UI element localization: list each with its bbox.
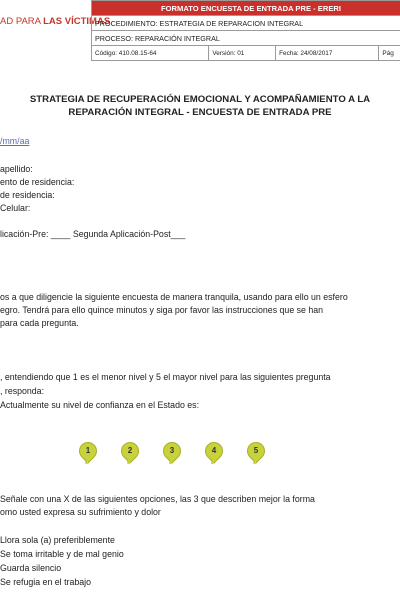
question-2-line-2: omo usted expresa su sufrimiento y dolor: [0, 507, 161, 517]
scale-dot: [253, 461, 256, 464]
instructions-line-2: egro. Tendrá para ello quince minutos y siga por favor las instrucciones que se han: [0, 305, 324, 315]
field-phone: Celular:: [0, 203, 31, 213]
date-field[interactable]: [0, 136, 29, 146]
scale-label-3: 3: [169, 446, 175, 455]
option-silence[interactable]: Guarda silencio: [0, 563, 62, 573]
scale-dot: [85, 461, 88, 464]
scale-intro-line-1: , entendiendo que 1 es el menor nivel y 5 el mayor nivel para las siguientes pregunta: [0, 372, 331, 382]
scale-label-1: 1: [85, 446, 91, 455]
scale-option-3[interactable]: [159, 438, 184, 463]
code-cell: Código: 410.08.15-64: [92, 46, 209, 61]
scale-label-4: 4: [211, 446, 217, 455]
scale-dot: [211, 461, 214, 464]
option-work-refuge[interactable]: Se refugia en el trabajo: [0, 577, 91, 587]
question-2-line-1: Señale con una X de las siguientes opciones, las 3 que describen mejor la forma: [0, 494, 315, 504]
logo-bold-text: LAS VÍCTIMAS: [43, 16, 111, 27]
document-header-table: [91, 0, 400, 61]
date-year: aa: [19, 136, 30, 146]
scale-label-5: 5: [253, 446, 259, 455]
field-department: ento de residencia:: [0, 177, 75, 187]
scale-dot: [169, 461, 172, 464]
scale-intro-line-2: , responda:: [0, 386, 45, 396]
scale-dot: [127, 461, 130, 464]
field-municipality: de residencia:: [0, 190, 55, 200]
scale-label-2: 2: [127, 446, 133, 455]
date-sep: /: [17, 136, 20, 146]
scale-option-1[interactable]: [75, 438, 100, 463]
procedure-label: PROCEDIMIENTO: ESTRATEGIA DE REPARACION INTEGRAL: [92, 16, 400, 31]
date-day-sep: /: [0, 136, 3, 146]
instructions-line-3: para cada pregunta.: [0, 318, 79, 328]
instructions-line-1: os a que diligencie la siguiente encuesta de manera tranquila, usando para ello un esfero: [0, 292, 348, 302]
application-line: licación-Pre: ____ Segunda Aplicación-Post___: [0, 229, 186, 239]
date-month: mm: [2, 136, 18, 146]
question-1: Actualmente su nivel de confianza en el Estado es:: [0, 400, 200, 410]
process-label: PROCESO: REPARACIÓN INTEGRAL: [92, 31, 400, 46]
rating-scale: [75, 442, 275, 464]
scale-option-4[interactable]: [201, 438, 226, 463]
date-cell: Fecha: 24/08/2017: [276, 46, 379, 61]
scale-option-2[interactable]: [117, 438, 142, 463]
option-cry-alone[interactable]: Llora sola (a) preferiblemente: [0, 535, 115, 545]
field-surname: apellido:: [0, 164, 33, 174]
page-cell: Pág: [379, 46, 400, 61]
scale-option-5[interactable]: [243, 438, 268, 463]
logo-text: AD PARA: [0, 16, 44, 27]
version-cell: Versión: 01: [209, 46, 276, 61]
document-title: STRATEGIA DE RECUPERACIÓN EMOCIONAL Y ACOMPAÑAMIENTO A LA REPARACIÓN INTEGRAL - ENCUESTA DE ENTRADA PRE: [29, 94, 371, 118]
format-title: FORMATO ENCUESTA DE ENTRADA PRE - ERERI: [92, 1, 400, 16]
option-irritable[interactable]: Se toma irritable y de mal genio: [0, 549, 124, 559]
